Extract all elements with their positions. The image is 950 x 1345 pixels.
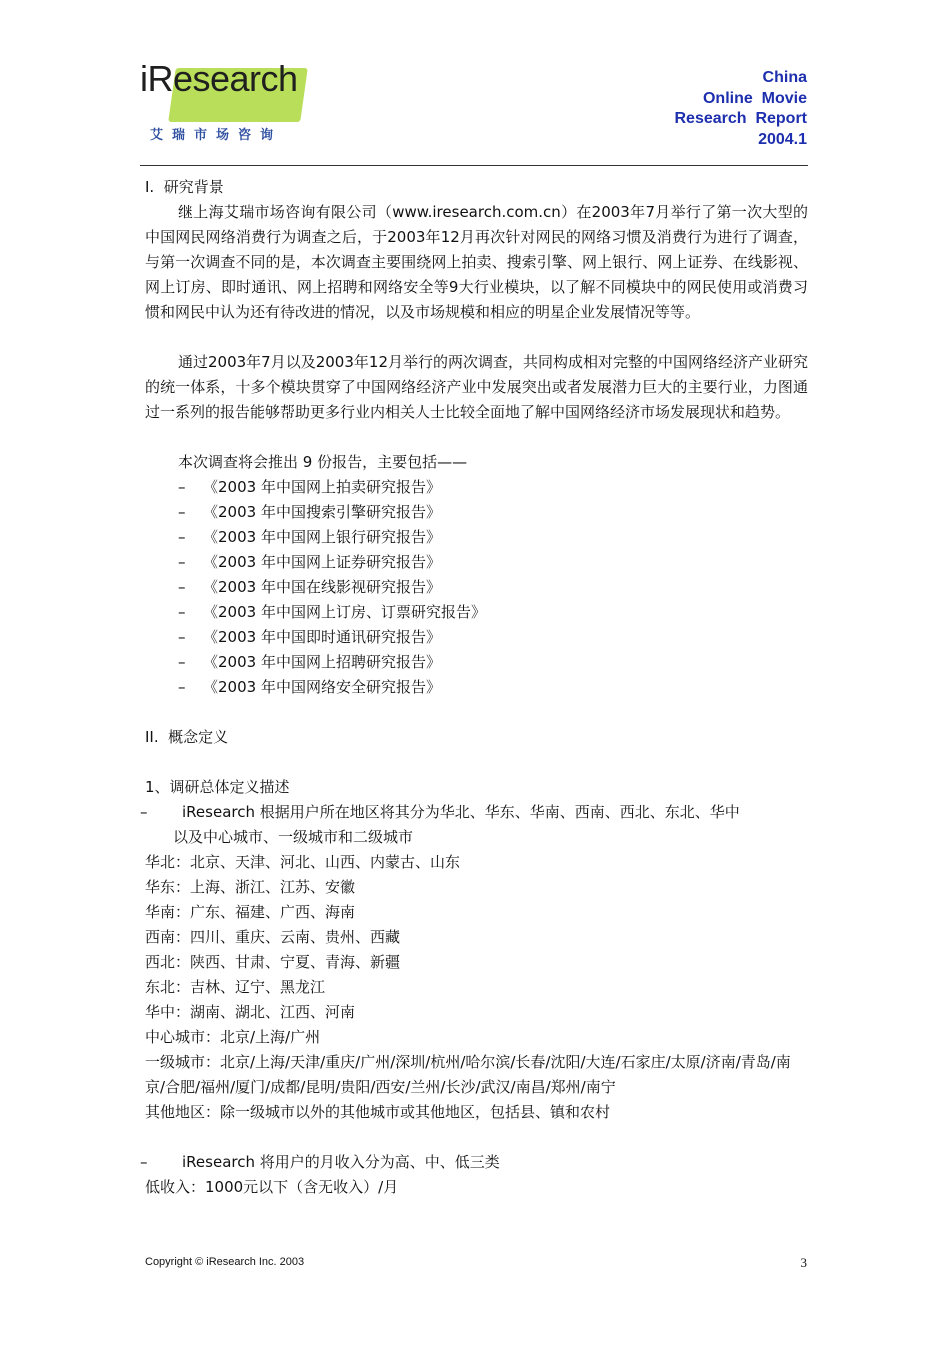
region-bullet-continuation: 以及中心城市、一级城市和二级城市 <box>173 828 414 846</box>
dash-marker: – <box>178 503 186 521</box>
dash-marker: – <box>178 628 186 646</box>
report-list-item <box>178 600 808 625</box>
region-definition: 西北：陕西、甘肃、宁夏、青海、新疆 <box>145 953 401 971</box>
report-title-text: 《2003 年中国网上订房、订票研究报告》 <box>203 603 486 621</box>
dash-marker: – <box>178 653 186 671</box>
region-list <box>145 850 808 1125</box>
region-definition: 一级城市：北京/上海/天津/重庆/广州/深圳/杭州/哈尔滨/长春/沈阳/大连/石家庄/太原/济南/青岛/南京/合肥/福州/厦门/成都/昆明/贵阳/西安/兰州/长沙/武汉/南昌/郑州/南宁 <box>145 1053 791 1096</box>
dash-marker: – <box>140 1153 148 1171</box>
section-heading-definitions: II. 概念定义 <box>145 728 229 746</box>
report-list-item <box>178 625 808 650</box>
logo-wordmark: iResearch <box>140 58 298 99</box>
subsection-heading: 1、调研总体定义描述 <box>145 778 290 796</box>
region-definition: 其他地区：除一级城市以外的其他城市或其他地区，包括县、镇和农村 <box>145 1103 611 1121</box>
report-title-text: 《2003 年中国在线影视研究报告》 <box>203 578 441 596</box>
dash-marker: – <box>178 553 186 571</box>
report-title-text: 《2003 年中国网上拍卖研究报告》 <box>203 478 441 496</box>
header-divider <box>140 165 808 166</box>
report-list-item <box>178 675 808 700</box>
report-list <box>145 475 808 700</box>
logo-chinese-name: 艾瑞市场咨询 <box>150 128 283 143</box>
background-paragraph-2: 通过2003年7月以及2003年12月举行的两次调查，共同构成相对完整的中国网络经济产业研究的统一体系，十多个模块贯穿了中国网络经济产业中发展突出或者发展潜力巨大的主要行业，力图通过一系列的报告能够帮助更多行业内相关人士比较全面地了解中国网络经济市场发展现状和趋势。 <box>145 353 808 421</box>
dash-marker: – <box>178 678 186 696</box>
region-definition: 华东：上海、浙江、江苏、安徽 <box>145 878 356 896</box>
dash-marker: – <box>178 578 186 596</box>
income-low-definition: 低收入：1000元以下（含无收入）/月 <box>145 1178 399 1196</box>
report-list-intro: 本次调查将会推出 9 份报告，主要包括—— <box>178 453 468 471</box>
region-definition: 华南：广东、福建、广西、海南 <box>145 903 356 921</box>
report-title-text: 《2003 年中国搜索引擎研究报告》 <box>203 503 441 521</box>
dash-marker: – <box>178 528 186 546</box>
report-list-item <box>178 650 808 675</box>
report-title-text: 《2003 年中国网络安全研究报告》 <box>203 678 441 696</box>
report-list-item <box>178 475 808 500</box>
report-title-line: Online Movie <box>702 89 807 107</box>
region-bullet <box>140 800 808 825</box>
dash-marker: – <box>140 803 148 821</box>
report-title-line: Research Report <box>674 110 807 127</box>
dash-marker: – <box>178 478 186 496</box>
region-definition: 中心城市：北京/上海/广州 <box>145 1028 321 1046</box>
dash-marker: – <box>178 603 186 621</box>
background-paragraph-1: 继上海艾瑞市场咨询有限公司（www.iresearch.com.cn）在2003年7月举行了第一次大型的中国网民网络消费行为调查之后，于2003年12月再次针对网民的网络习惯及消费行为进行了调查，与第一次调查不同的是，本次调查主要围绕网上拍卖、搜索引擎、网上银行、网上证券、在线影视、网上订房、即时通讯、网上招聘和网络安全等9大行业模块，以了解不同模块中的网民使用或消费习惯和网民中认为还有待改进的情况，以及市场规模和相应的明星企业发展情况等等。 <box>145 203 808 321</box>
income-bullet-text: iResearch 将用户的月收入分为高、中、低三类 <box>182 1153 500 1171</box>
report-list-item <box>178 525 808 550</box>
report-list-item <box>178 550 808 575</box>
page-number: 3 <box>800 1255 807 1270</box>
report-list-item <box>178 500 808 525</box>
report-title-line: 2004.1 <box>758 130 807 148</box>
report-title-text: 《2003 年中国网上招聘研究报告》 <box>203 653 441 671</box>
copyright-notice: Copyright © iResearch Inc. 2003 <box>145 1256 305 1268</box>
region-definition: 东北：吉林、辽宁、黑龙江 <box>145 978 326 996</box>
region-bullet-text: iResearch 根据用户所在地区将其分为华北、华东、华南、西南、西北、东北、华中 <box>182 803 740 821</box>
company-logo <box>140 58 320 150</box>
region-definition: 华北：北京、天津、河北、山西、内蒙古、山东 <box>145 853 461 871</box>
report-title-text: 《2003 年中国即时通讯研究报告》 <box>203 628 441 646</box>
section-heading-background: I. 研究背景 <box>145 178 224 196</box>
income-bullet <box>140 1150 808 1175</box>
page-body <box>140 175 808 1200</box>
report-title-text: 《2003 年中国网上证券研究报告》 <box>203 553 441 571</box>
report-title-line: China <box>762 69 807 86</box>
report-title-text: 《2003 年中国网上银行研究报告》 <box>203 528 441 546</box>
region-definition: 华中：湖南、湖北、江西、河南 <box>145 1003 356 1021</box>
report-title <box>675 68 808 150</box>
report-list-item <box>178 575 808 600</box>
region-definition: 西南：四川、重庆、云南、贵州、西藏 <box>145 928 401 946</box>
